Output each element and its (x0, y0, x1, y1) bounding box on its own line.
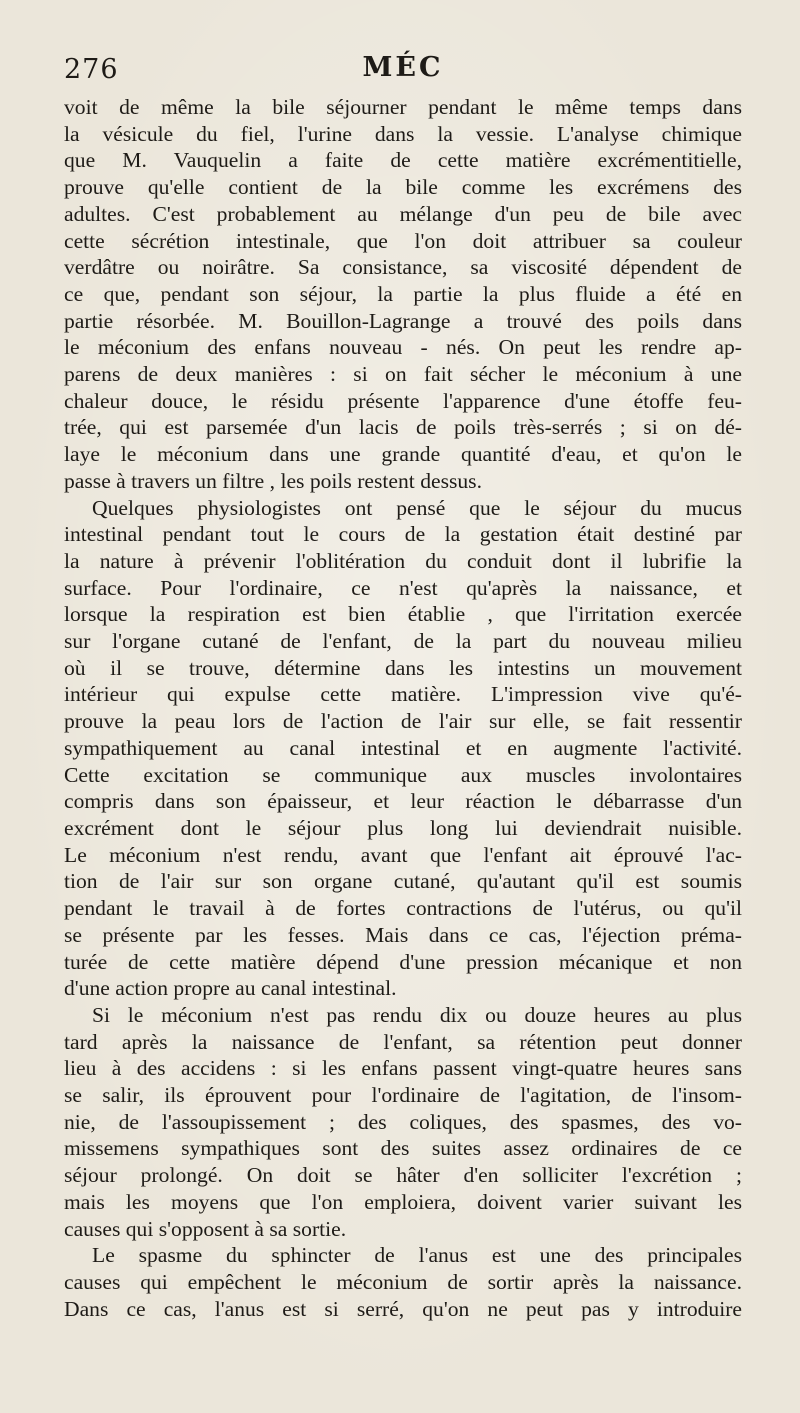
text-line: sympathiquement au canal intestinal et en augmente l'activité. (64, 735, 742, 760)
text-line: parens de deux manières : si on fait sécher le méconium à une (64, 362, 742, 387)
text-line: verdâtre ou noirâtre. Sa consistance, sa viscosité dépendent de (64, 255, 742, 280)
text-line: intestinal pendant tout le cours de la gestation était destiné par (64, 522, 742, 547)
text-line: d'une action propre au canal intestinal. (64, 976, 397, 1001)
text-line: prouve la peau lors de l'action de l'air sur elle, se fait ressentir (64, 709, 742, 734)
text-line: prouve qu'elle contient de la bile comme les excrémens des (64, 175, 742, 200)
running-head: MÉC (362, 52, 444, 83)
text-line: ce que, pendant son séjour, la partie la plus fluide a été en (64, 281, 742, 306)
text-line: partie résorbée. M. Bouillon-Lagrange a trouvé des poils dans (64, 308, 742, 333)
text-line: laye le méconium dans une grande quantité d'eau, et qu'on le (64, 442, 742, 467)
text-line: séjour prolongé. On doit se hâter d'en solliciter l'excrétion ; (64, 1163, 742, 1188)
text-line: causes qui empêchent le méconium de sortir après la naissance. (64, 1269, 742, 1294)
paragraph (64, 495, 742, 1002)
text-line: compris dans son épaisseur, et leur réaction le débarrasse d'un (64, 789, 742, 814)
body-text (64, 94, 742, 1322)
text-line: chaleur douce, le résidu présente l'apparence d'une étoffe feu- (64, 388, 742, 413)
text-line: que M. Vauquelin a faite de cette matière excrémentitielle, (64, 148, 742, 173)
paragraph (64, 1002, 742, 1242)
text-line: tion de l'air sur son organe cutané, qu'autant qu'il est soumis (64, 869, 742, 894)
page-header (64, 50, 742, 92)
text-line: Cette excitation se communique aux muscles involontaires (64, 762, 742, 787)
text-line: causes qui s'opposent à sa sortie. (64, 1216, 347, 1241)
text-line: lorsque la respiration est bien établie , que l'irritation exercée (64, 602, 742, 627)
text-line: tard après la naissance de l'enfant, sa rétention peut donner (64, 1029, 742, 1054)
text-line: adultes. C'est probablement au mélange d'un peu de bile avec (64, 201, 742, 226)
text-line: Le méconium n'est rendu, avant que l'enfant ait éprouvé l'ac- (64, 842, 742, 867)
text-line: mais les moyens que l'on emploiera, doivent varier suivant les (64, 1189, 742, 1214)
text-line: nie, de l'assoupissement ; des coliques, des spasmes, des vo- (64, 1109, 742, 1134)
paragraph (64, 1242, 742, 1322)
text-line: excrément dont le séjour plus long lui deviendrait nuisible. (64, 815, 742, 840)
text-line: Dans ce cas, l'anus est si serré, qu'on ne peut pas y introduire (64, 1296, 742, 1321)
text-line: Quelques physiologistes ont pensé que le séjour du mucus (92, 495, 742, 520)
text-line: missemens sympathiques sont des suites assez ordinaires de ce (64, 1136, 742, 1161)
page-number: 276 (64, 54, 119, 85)
text-line: lieu à des accidens : si les enfans passent vingt-quatre heures sans (64, 1056, 742, 1081)
text-line: cette sécrétion intestinale, que l'on doit attribuer sa couleur (64, 228, 742, 253)
text-line: le méconium des enfans nouveau - nés. On peut les rendre ap- (64, 335, 742, 360)
text-line: Si le méconium n'est pas rendu dix ou douze heures au plus (92, 1002, 742, 1027)
text-line: surface. Pour l'ordinaire, ce n'est qu'après la naissance, et (64, 575, 742, 600)
text-line: turée de cette matière dépend d'une pression mécanique et non (64, 949, 742, 974)
text-line: sur l'organe cutané de l'enfant, de la part du nouveau milieu (64, 629, 742, 654)
text-line: pendant le travail à de fortes contractions de l'utérus, ou qu'il (64, 896, 742, 921)
text-line: où il se trouve, détermine dans les intestins un mouvement (64, 655, 742, 680)
text-line: la nature à prévenir l'oblitération du conduit dont il lubrifie la (64, 548, 742, 573)
text-line: la vésicule du fiel, l'urine dans la vessie. L'analyse chimique (64, 121, 742, 146)
paragraph (64, 94, 742, 495)
text-line: intérieur qui expulse cette matière. L'impression vive qu'é- (64, 682, 742, 707)
text-line: passe à travers un filtre , les poils restent dessus. (64, 468, 482, 493)
text-line: se salir, ils éprouvent pour l'ordinaire de l'agitation, de l'insom- (64, 1083, 742, 1108)
text-line: se présente par les fesses. Mais dans ce cas, l'éjection préma- (64, 922, 742, 947)
text-line: Le spasme du sphincter de l'anus est une des principales (92, 1243, 742, 1268)
text-line: trée, qui est parsemée d'un lacis de poils très-serrés ; si on dé- (64, 415, 742, 440)
text-line: voit de même la bile séjourner pendant le même temps dans (64, 95, 742, 119)
